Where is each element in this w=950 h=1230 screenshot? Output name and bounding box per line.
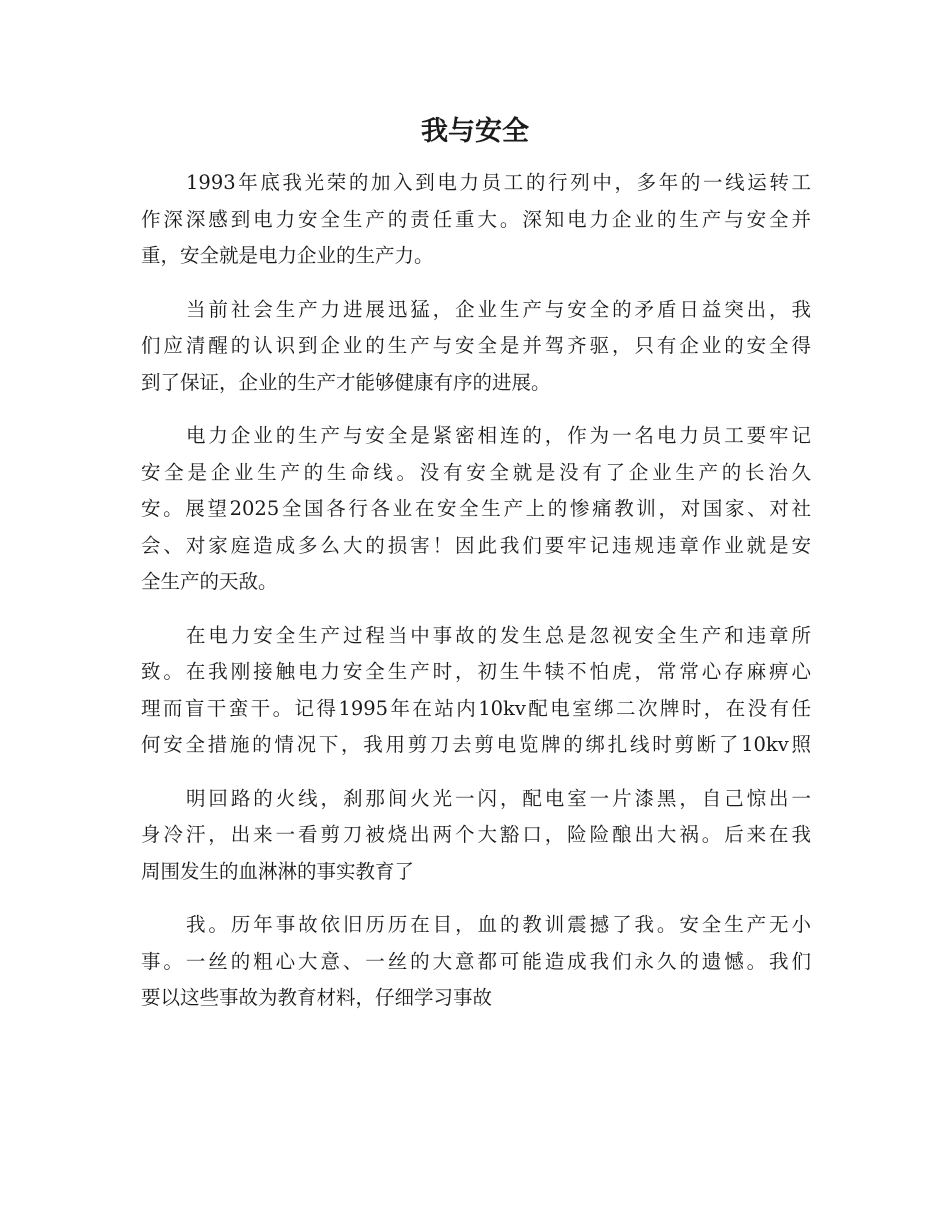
text-line: 会、对家庭造成多么大的损害！因此我们要牢记违规违章作业就是安 — [141, 533, 811, 557]
text-line: 明回路的火线，刹那间火光一闪，配电室一片漆黑，自己惊出一 — [186, 786, 811, 810]
text-line: 在电力安全生产过程当中事故的发生总是忽视安全生产和违章所 — [186, 623, 811, 647]
text-line: 安。展望2025全国各行各业在安全生产上的惨痛教训，对国家、对社 — [141, 497, 811, 520]
text-line: 我。历年事故依旧历历在目，血的教训震撼了我。安全生产无小 — [186, 913, 811, 936]
text-line: 周围发生的血淋淋的事实教育了 — [141, 859, 415, 883]
text-line: 理而盲干蛮干。记得1995年在站内10kv配电室绑二次牌时，在没有任 — [141, 696, 811, 720]
text-line: 电力企业的生产与安全是紧密相连的，作为一名电力员工要牢记 — [186, 424, 811, 447]
text-line: 何安全措施的情况下，我用剪刀去剪电览牌的绑扎线时剪断了10kv照 — [141, 733, 811, 756]
text-line: 作深深感到电力安全生产的责任重大。深知电力企业的生产与安全并 — [141, 207, 811, 231]
text-line: 要以这些事故为教育材料，仔细学习事故 — [141, 986, 493, 1009]
document-title: 我与安全 — [421, 116, 529, 147]
text-line: 身冷汗，出来一看剪刀被烧出两个大豁口，险险酿出大祸。后来在我 — [141, 823, 811, 846]
text-line: 当前社会生产力进展迅猛，企业生产与安全的矛盾日益突出，我 — [186, 297, 811, 321]
text-line: 全生产的天敌。 — [141, 570, 278, 593]
text-line: 到了保证，企业的生产才能够健康有序的进展。 — [141, 370, 551, 394]
document-body — [141, 165, 811, 1034]
text-line: 重，安全就是电力企业的生产力。 — [141, 244, 434, 267]
text-line: 事。一丝的粗心大意、一丝的大意都可能造成我们永久的遗憾。我们 — [141, 949, 811, 973]
paragraph-6 — [141, 907, 811, 1017]
paragraph-1 — [141, 165, 811, 275]
paragraph-5 — [141, 781, 811, 891]
text-line: 们应清醒的认识到企业的生产与安全是并驾齐驱，只有企业的安全得 — [141, 334, 811, 357]
text-line: 致。在我刚接触电力安全生产时，初生牛犊不怕虎，常常心存麻痹心 — [141, 660, 811, 683]
paragraph-3 — [141, 418, 811, 601]
paragraph-2 — [141, 292, 811, 402]
text-line: 安全是企业生产的生命线。没有安全就是没有了企业生产的长治久 — [141, 460, 811, 484]
paragraph-4 — [141, 618, 811, 764]
text-line: 1993年底我光荣的加入到电力员工的行列中，多年的一线运转工 — [186, 171, 811, 194]
